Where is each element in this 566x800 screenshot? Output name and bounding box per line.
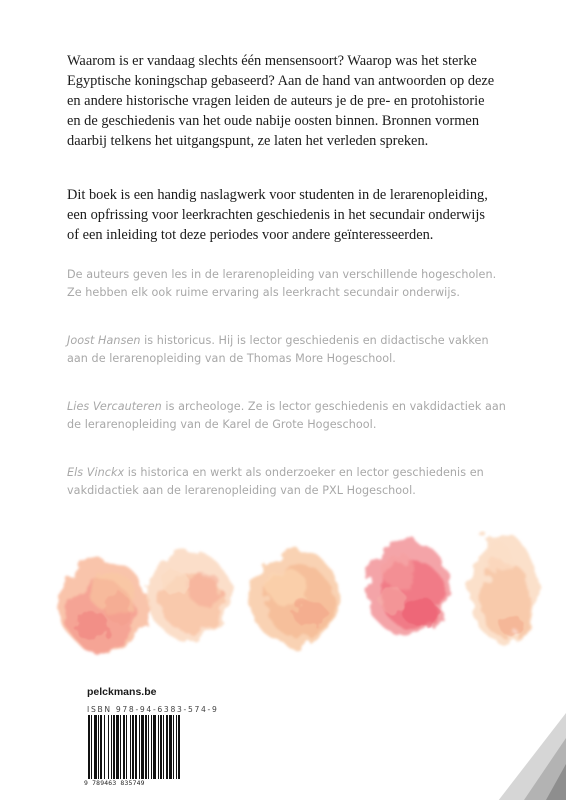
isbn-text: ISBN 978-94-6383-574-9 [87, 705, 219, 714]
barcode-bar [91, 715, 92, 779]
watercolor-blob-5-texture [500, 616, 524, 636]
barcode-bar [108, 715, 109, 779]
author-bio-vinckx [67, 464, 507, 500]
author-bio-text: is historica en werkt als onderzoeker en lector geschiedenis en vakdidactiek aan de lerarenopleiding van de PXL Hogeschool. [67, 466, 484, 497]
watercolor-blob-2 [147, 551, 231, 639]
barcode-bar [130, 715, 131, 779]
barcode-bar [94, 715, 97, 779]
barcode-bar [151, 715, 152, 779]
author-bio-text: is historicus. Hij is lector geschiedenis en didactische vakken aan de lerarenopleiding van de Thomas More Hogeschool. [67, 334, 489, 365]
barcode-bar [160, 715, 162, 779]
barcode-bar [132, 715, 134, 779]
barcode-bar [98, 715, 99, 779]
author-name: Lies Vercauteren [67, 400, 162, 413]
author-bio-hansen [67, 332, 507, 368]
barcode-bar [100, 715, 102, 779]
barcode-bar [113, 715, 115, 779]
blurb-paragraph-1: Waarom is er vandaag slechts één mensensoort? Waarop was het sterke Egyptische koningschap gebaseerd? Aan de hand van antwoorden op deze en andere historische vragen leiden de auteurs je de pre- en protohistorie en de geschiedenis van het oude nabije oosten binnen. Bronnen vormen daarbij telkens het uitgangspunt, ze laten het verleden spreken. [67, 53, 495, 149]
blurb-paragraph-2: Dit boek is een handig naslagwerk voor studenten in de lerarenopleiding, een opfrissing voor leerkrachten geschiedenis in het secundair onderwijs of een inleiding tot deze periodes voor andere geïnteresseerden. [67, 187, 488, 243]
barcode-bar [116, 715, 119, 779]
publisher-website: pelckmans.be [87, 686, 157, 698]
barcode-bar [135, 715, 137, 779]
barcode-bar [176, 715, 177, 779]
author-bio-text: is archeologe. Ze is lector geschiedenis en vakdidactiek aan de lerarenopleiding van de Karel de Grote Hogeschool. [67, 400, 506, 431]
barcode-bar [111, 715, 112, 779]
author-name: Els Vinckx [67, 466, 125, 479]
watercolor-blob-2-texture [161, 570, 189, 594]
barcode-bar [145, 715, 147, 779]
barcode-bar [126, 715, 127, 779]
author-bio-vercauteren [67, 398, 507, 434]
barcode-bar [120, 715, 121, 779]
barcode-bar [153, 715, 156, 779]
barcode-bar [166, 715, 168, 779]
barcode-bar [173, 715, 174, 779]
barcode-bar [158, 715, 159, 779]
watercolor-blob-1 [59, 559, 147, 651]
pencil-logo-icon [480, 712, 566, 800]
barcode-bar [88, 715, 90, 779]
barcode-bar [139, 715, 140, 779]
watercolor-blob-3 [250, 550, 340, 646]
barcode-bar [141, 715, 144, 779]
author-name: Joost Hansen [67, 334, 141, 347]
barcode-bar [163, 715, 164, 779]
barcode-bar [104, 715, 105, 779]
barcode-bar [178, 715, 180, 779]
isbn-barcode [86, 715, 182, 779]
barcode-bar [148, 715, 149, 779]
watercolor-blob-3-texture [294, 600, 326, 628]
watercolor-blobs-illustration [0, 530, 566, 690]
barcode-digits: 9 789463 835749 [84, 779, 145, 787]
barcode-bar [169, 715, 172, 779]
authors-intro: De auteurs geven les in de lerarenopleiding van verschillende hogescholen. Ze hebben elk ook ruime ervaring als leerkracht secundair onderwijs. [67, 268, 497, 299]
barcode-bar [123, 715, 125, 779]
